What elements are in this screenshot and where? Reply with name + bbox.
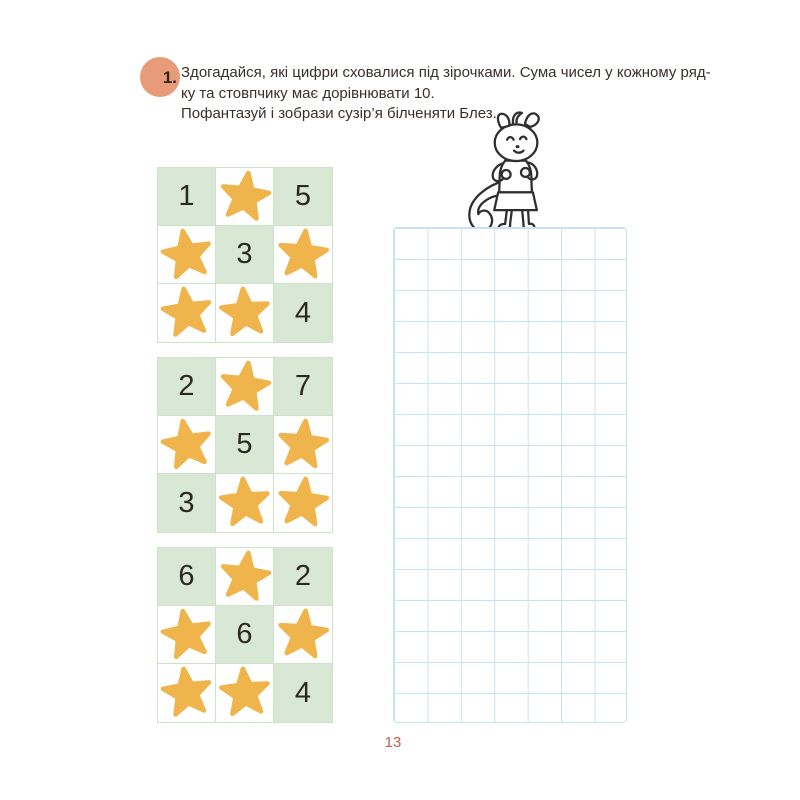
squirrel-right-ear bbox=[525, 113, 539, 126]
given-number-cell: 2 bbox=[274, 548, 332, 606]
star-icon bbox=[272, 472, 334, 534]
given-number-cell: 5 bbox=[216, 416, 274, 474]
star-icon bbox=[272, 224, 334, 286]
given-number-cell: 3 bbox=[216, 226, 274, 284]
hidden-number-star-cell[interactable] bbox=[274, 416, 332, 474]
squirrel-head bbox=[495, 124, 538, 161]
page-number: 13 bbox=[384, 734, 402, 751]
given-number-cell: 4 bbox=[274, 284, 332, 342]
hidden-number-star-cell[interactable] bbox=[216, 168, 274, 226]
hidden-number-star-cell[interactable] bbox=[216, 548, 274, 606]
given-number-cell: 3 bbox=[158, 474, 216, 532]
number-puzzle-grid-3 bbox=[157, 547, 333, 723]
star-icon bbox=[213, 165, 276, 228]
hidden-number-star-cell[interactable] bbox=[158, 226, 216, 284]
star-icon bbox=[213, 355, 276, 418]
hidden-number-star-cell[interactable] bbox=[274, 474, 332, 532]
hidden-number-star-cell[interactable] bbox=[216, 474, 274, 532]
given-number-cell: 6 bbox=[216, 606, 274, 664]
task-number: 1. bbox=[162, 67, 177, 87]
given-number-cell: 6 bbox=[158, 548, 216, 606]
star-icon bbox=[213, 545, 276, 608]
star-icon bbox=[214, 663, 275, 724]
instruction-line-2: ку та стовпчику має дорівнювати 10. bbox=[181, 84, 435, 102]
hidden-number-star-cell[interactable] bbox=[158, 284, 216, 342]
squirrel-skirt bbox=[494, 192, 537, 210]
given-number-cell: 4 bbox=[274, 664, 332, 722]
squirrel-hair-tuft bbox=[513, 113, 522, 124]
instruction-line-1: Здогадайся, які цифри сховалися під зірочками. Сума чисел у кожному ряд- bbox=[181, 64, 711, 81]
hidden-number-star-cell[interactable] bbox=[158, 664, 216, 722]
star-icon bbox=[154, 222, 219, 287]
hidden-number-star-cell[interactable] bbox=[158, 416, 216, 474]
star-icon bbox=[214, 283, 275, 344]
squirrel-illustration bbox=[461, 107, 579, 228]
hidden-number-star-cell[interactable] bbox=[274, 606, 332, 664]
squirrel-nose bbox=[516, 145, 520, 148]
given-number-cell: 7 bbox=[274, 358, 332, 416]
squirrel-left-fist bbox=[502, 170, 511, 179]
star-icon bbox=[272, 414, 334, 476]
squirrel-left-ear bbox=[498, 114, 509, 128]
number-puzzle-grid-1 bbox=[157, 167, 333, 343]
star-icon bbox=[155, 661, 218, 724]
number-puzzle-grid-2 bbox=[157, 357, 333, 533]
instruction-line-3: Пофантазуй і зобрази сузір’я білченяти Блез. bbox=[181, 105, 497, 122]
task-instructions bbox=[181, 63, 711, 125]
given-number-cell: 1 bbox=[158, 168, 216, 226]
hidden-number-star-cell[interactable] bbox=[216, 664, 274, 722]
given-number-cell: 2 bbox=[158, 358, 216, 416]
star-icon bbox=[272, 604, 334, 666]
hidden-number-star-cell[interactable] bbox=[216, 284, 274, 342]
squirrel-right-fist bbox=[521, 168, 530, 177]
star-icon bbox=[155, 281, 218, 344]
star-icon bbox=[214, 473, 275, 534]
hidden-number-star-cell[interactable] bbox=[274, 226, 332, 284]
star-icon bbox=[154, 412, 219, 477]
hidden-number-star-cell[interactable] bbox=[158, 606, 216, 664]
star-icon bbox=[154, 602, 219, 667]
task-number-badge bbox=[140, 57, 180, 97]
given-number-cell: 5 bbox=[274, 168, 332, 226]
constellation-drawing-grid[interactable] bbox=[393, 227, 627, 723]
hidden-number-star-cell[interactable] bbox=[216, 358, 274, 416]
